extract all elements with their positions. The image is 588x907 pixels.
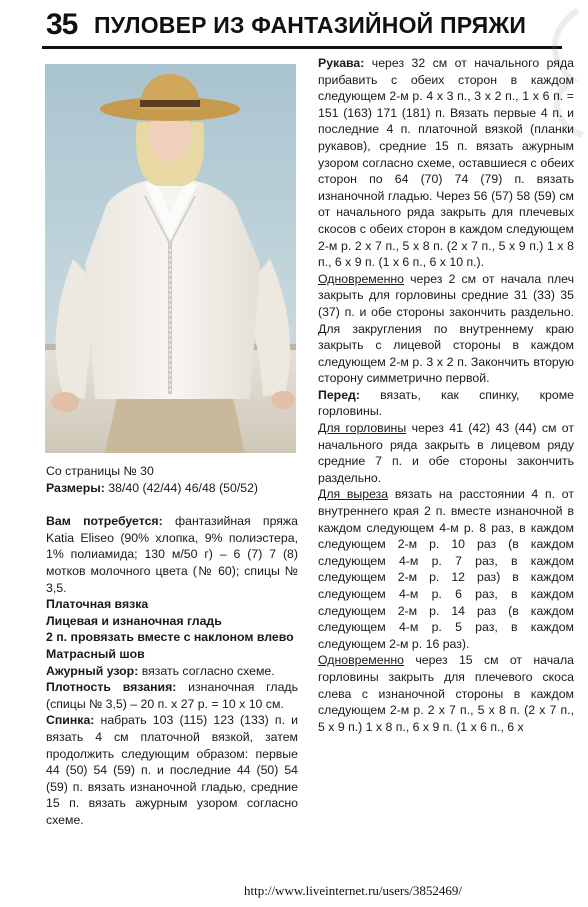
page-reference: Со страницы № 30 bbox=[46, 464, 154, 478]
gauge-label: Плотность вязания: bbox=[46, 680, 177, 695]
materials-label: Вам потребуется: bbox=[46, 514, 163, 529]
left-column bbox=[46, 463, 298, 828]
sleeves-text: через 32 см от начального ряда прибавить с обеих сторон в каждом следующем 2-м р. 4 х 3 п., 3 х 2 п., 1 х 6 п. = 151 (163) 171 (181) п. Вязать первые 4 п. и последние 4 п. платочной вязкой (планки рукавов), средние 15 п. вязать ажурным узором согласно схеме, оставшиеся с обеих сторон по 64 (70) 74 (79) п. вязать изнаночной гладью. Через 56 (57) 58 (59) см от начального ряда закрыть для плечевых скосов с обеих сторон в каждом следующем 2-м р. 2 х 7 п., 5 х 8 п. (2 х 7 п., 5 х 9 п.) 1 х 8 п., 6 х 9 п. (1 х 6 п., 6 х 10 п.). bbox=[318, 56, 574, 270]
source-url[interactable]: http://www.liveinternet.ru/users/3852469/ bbox=[244, 883, 462, 898]
back-paragraph bbox=[46, 712, 298, 828]
gauge-paragraph bbox=[46, 679, 298, 712]
vneck-label: Для выреза bbox=[318, 487, 389, 502]
neckline-label: Для горловины bbox=[318, 421, 407, 436]
materials-text: фантазийная пряжа Katia Eliseo (90% хлопка, 9% полиэстера, 1% полиамида; 130 м/50 г) – 6 (7) 7 (8) мотков молочного цвета (№ 60); спицы № 3,5. bbox=[46, 514, 298, 595]
lace-text: вязать согласно схеме. bbox=[138, 663, 275, 678]
lace-paragraph bbox=[46, 663, 298, 680]
simultaneous-label-2: Одновременно bbox=[318, 653, 405, 668]
simultaneous-text-1: через 2 см от начала плеч закрыть для горловины средние 31 (33) 35 (37) п. и обе стороны закончить раздельно. Для закругления по внутреннему краю закрыть с лицевой стороны в каждом следующем 2-м р. 3 х 2 п. Закончить вторую сторону симметрично первой. bbox=[318, 271, 574, 386]
sizes-label: Размеры: bbox=[46, 480, 105, 495]
neckline-paragraph bbox=[318, 420, 574, 486]
gauge-text: изнаночная гладь (спицы № 3,5) – 20 п. х 27 р. = 10 х 10 см. bbox=[46, 680, 298, 711]
neckline-text: через 41 (42) 43 (44) см от начального ряда закрыть в лицевом ряду средние 7 п. и обе стороны закончить раздельно. bbox=[318, 421, 575, 485]
sleeves-label: Рукава: bbox=[318, 56, 365, 70]
simultaneous-text-2: через 15 см от начала горловины закрыть для плечевого скоса слева с изнаночной стороны в каждом следующем 2-м р. 2 х 7 п., 5 х 8 п. (2 х 7 п., 5 х 9 п.) 1 х 8 п., 6 х 9 п. (1 х 6 п., 6 х bbox=[318, 653, 574, 734]
front-paragraph bbox=[318, 387, 574, 420]
pattern-number: 35 bbox=[46, 8, 78, 41]
sizes-text: 38/40 (42/44) 46/48 (50/52) bbox=[104, 480, 259, 495]
vneck-paragraph bbox=[318, 486, 574, 652]
materials-paragraph bbox=[46, 513, 298, 596]
vneck-text: вязать на расстоянии 4 п. от внутреннего края 2 п. вместе изнаночной в каждом следующем 4-м р. 8 раз, в каждом следующем 2-м р. 10 раз (в каждом следующем 4-м р. 7 раз, в каждом следующем 2-м р. 12 раз) в каждом следующем 4-м р. 6 раз, в каждом следующем 2-м р. 14 раз (в каждом следующем 4-м р. 5 раз, в каждом следующем 2-м р. 16 раз). bbox=[318, 487, 574, 651]
page-title: ПУЛОВЕР ИЗ ФАНТАЗИЙНОЙ ПРЯЖИ bbox=[94, 12, 527, 38]
model-photo bbox=[45, 64, 296, 453]
page-header bbox=[42, 8, 588, 48]
simultaneous-label-1: Одновременно bbox=[318, 271, 405, 286]
back-text: набрать 103 (115) 123 (133) п. и вязать 4 см платочной вязкой, затем продолжить следующим образом: первые 44 (50) 54 (59) п. и последние 44 (50) 54 (59) п. вязать изнаночной гладью, средние 15 п. вязать ажурным узором согласно схеме. bbox=[46, 713, 298, 827]
stitch-garter: Платочная вязка bbox=[46, 597, 149, 612]
front-label: Перед: bbox=[318, 387, 360, 402]
front-text: вязать, как спинку, кроме горловины. bbox=[318, 387, 574, 419]
header-rule bbox=[42, 46, 562, 49]
stitch-stockinette: Лицевая и изнаночная гладь bbox=[46, 613, 222, 628]
simultaneous-paragraph-1 bbox=[318, 271, 574, 387]
right-column bbox=[318, 55, 574, 735]
simultaneous-paragraph-2 bbox=[318, 652, 574, 735]
stitch-k2tog: 2 п. провязать вместе с наклоном влево bbox=[46, 630, 294, 645]
sleeves-paragraph bbox=[318, 55, 574, 271]
lace-label: Ажурный узор: bbox=[46, 663, 139, 678]
sizes-paragraph bbox=[46, 480, 298, 497]
back-label: Спинка: bbox=[46, 713, 95, 728]
stitch-mattress: Матрасный шов bbox=[46, 646, 145, 661]
